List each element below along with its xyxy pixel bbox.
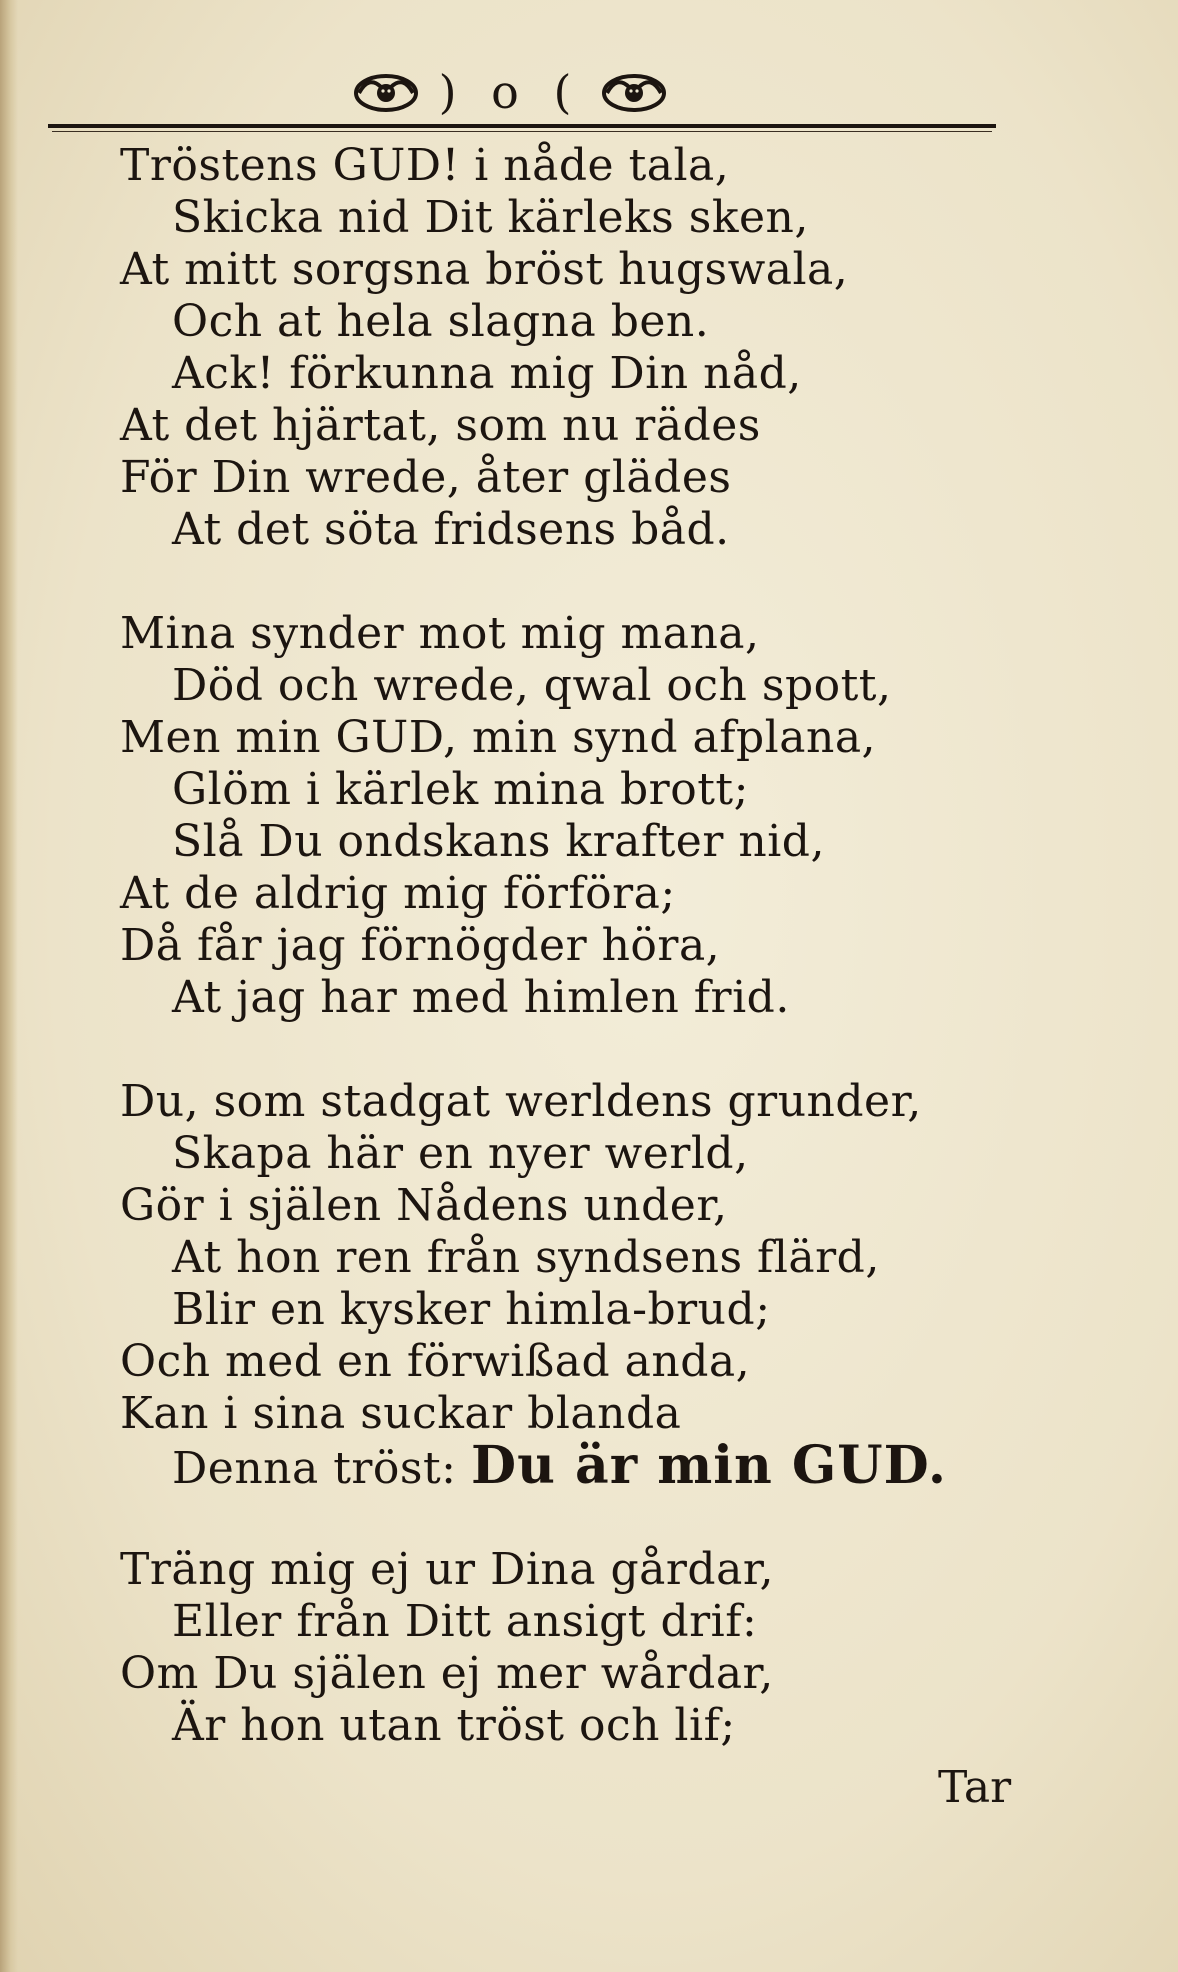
cherub-ornament-icon [351, 69, 421, 115]
verse-line-text: Skapa här en nyer werld, [172, 1128, 749, 1179]
verse-line-text: Mina synder mot mig mana, [120, 608, 760, 659]
verse-line [120, 1284, 1060, 1336]
verse-line [120, 452, 1060, 504]
verse-line-text: At jag har med himlen frid. [172, 972, 790, 1023]
verse-line-text: Gör i själen Nådens under, [120, 1180, 728, 1231]
verse-line [120, 868, 1060, 920]
verse-line-text: Är hon utan tröst och lif; [172, 1700, 736, 1751]
cherub-ornament-icon [599, 69, 669, 115]
verse-line [120, 712, 1060, 764]
stanza [120, 1544, 1060, 1752]
verse-line [120, 816, 1060, 868]
verse-line [120, 1596, 1060, 1648]
verse-line-text: Blir en kysker himla-brud; [172, 1284, 771, 1335]
page-gutter-shadow [0, 0, 18, 1972]
verse-line-text: Kan i sina suckar blanda [120, 1388, 682, 1439]
verse-line-text: At det söta fridsens båd. [172, 504, 730, 555]
stanza [120, 1076, 1060, 1496]
verse-line-text: Denna tröst: [172, 1443, 457, 1494]
verse-line-text: Då får jag förnögder höra, [120, 920, 721, 971]
verse-line [120, 1180, 1060, 1232]
verse-line [120, 140, 1060, 192]
header-rule [48, 124, 996, 128]
stanza [120, 608, 1060, 1024]
verse-line [120, 660, 1060, 712]
verse-line [120, 1128, 1060, 1180]
verse-line-text: At hon ren från syndsens flärd, [172, 1232, 880, 1283]
verse-line-text: Slå Du ondskans krafter nid, [172, 816, 825, 867]
verse-line [120, 244, 1060, 296]
verse-line [120, 920, 1060, 972]
verse-line-text: Träng mig ej ur Dina gårdar, [120, 1544, 774, 1595]
verse-line [120, 1544, 1060, 1596]
verse-line-text: Ack! förkunna mig Din nåd, [172, 348, 802, 399]
verse-line-text: Eller från Ditt ansigt drif: [172, 1596, 758, 1647]
verse-emphasis: Du är min GUD. [471, 1435, 947, 1496]
header-rule-thin [52, 131, 992, 132]
page-header [330, 62, 690, 122]
stanza [120, 140, 1060, 556]
verse-line-text: Och med en förwißad anda, [120, 1336, 751, 1387]
verse-line [120, 192, 1060, 244]
verse-line-text: At mitt sorgsna bröst hugswala, [120, 244, 849, 295]
verse-line [120, 1648, 1060, 1700]
verse-line-text: Skicka nid Dit kärleks sken, [172, 192, 809, 243]
poem-text [120, 140, 1060, 1804]
verse-line-text: Men min GUD, min synd afplana, [120, 712, 877, 763]
verse-line [120, 1076, 1060, 1128]
verse-line-text: Tröstens GUD! i nåde tala, [120, 140, 730, 191]
verse-line [120, 348, 1060, 400]
verse-line [120, 1336, 1060, 1388]
verse-line [120, 1232, 1060, 1284]
verse-line-text: Död och wrede, qwal och spott, [172, 660, 892, 711]
verse-line-text: At de aldrig mig förföra; [120, 868, 676, 919]
verse-line [120, 764, 1060, 816]
verse-line-text: At det hjärtat, som nu rädes [120, 400, 761, 451]
verse-line-text: Och at hela slagna ben. [172, 296, 710, 347]
verse-line [120, 608, 1060, 660]
verse-line [120, 296, 1060, 348]
verse-line [120, 504, 1060, 556]
verse-line [120, 1435, 1060, 1496]
verse-line [120, 400, 1060, 452]
verse-line [120, 972, 1060, 1024]
page-number-ornament: ) o ( [438, 65, 582, 119]
verse-line-text: Om Du själen ej mer wårdar, [120, 1648, 774, 1699]
verse-line-text: För Din wrede, åter glädes [120, 452, 732, 503]
verse-line [120, 1388, 1060, 1440]
verse-line [120, 1700, 1060, 1752]
verse-line-text: Du, som stadgat werldens grunder, [120, 1076, 922, 1127]
verse-line-text: Glöm i kärlek mina brott; [172, 764, 749, 815]
catchword: Tar [938, 1762, 1012, 1813]
